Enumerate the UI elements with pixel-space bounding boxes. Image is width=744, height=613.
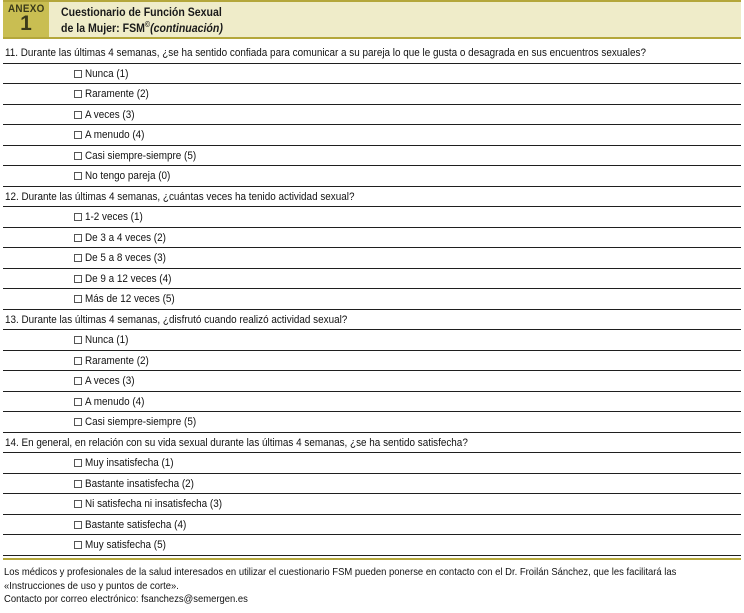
answer-option-row[interactable] bbox=[3, 248, 741, 269]
answer-checkbox[interactable] bbox=[74, 500, 82, 508]
answer-option-row[interactable] bbox=[3, 392, 741, 413]
annex-header bbox=[3, 0, 741, 39]
footer-note bbox=[4, 566, 740, 607]
footer-line-1: Los médicos y profesionales de la salud interesados en utilizar el cuestionario FSM pueden ponerse en contacto con el Dr. Froilán Sánchez, que les facilitará las bbox=[4, 566, 677, 578]
answer-checkbox[interactable] bbox=[74, 111, 82, 119]
answer-option-label: Ni satisfecha ni insatisfecha (3) bbox=[85, 498, 223, 510]
answer-option-row[interactable] bbox=[3, 453, 741, 474]
answer-option-row[interactable] bbox=[3, 494, 741, 515]
answer-option-label: De 5 a 8 veces (3) bbox=[85, 252, 166, 264]
answer-option-row[interactable] bbox=[3, 330, 741, 351]
answer-option-label: A veces (3) bbox=[85, 108, 135, 121]
answer-option-label: 1-2 veces (1) bbox=[85, 211, 143, 223]
answer-checkbox[interactable] bbox=[74, 70, 82, 78]
answer-option-label: Muy satisfecha (5) bbox=[85, 539, 166, 551]
answer-checkbox[interactable] bbox=[74, 521, 82, 529]
answer-option-label: Casi siempre-siempre (5) bbox=[85, 149, 197, 162]
answer-option-label: A menudo (4) bbox=[85, 395, 145, 408]
answer-option-row[interactable] bbox=[3, 64, 741, 85]
answer-option-row[interactable] bbox=[3, 289, 741, 310]
answer-option-row[interactable] bbox=[3, 535, 741, 556]
answer-checkbox[interactable] bbox=[74, 254, 82, 262]
questionnaire-body bbox=[3, 43, 741, 556]
annex-label: ANEXO bbox=[8, 3, 45, 15]
answer-option-row[interactable] bbox=[3, 371, 741, 392]
footer-divider bbox=[3, 558, 741, 560]
answer-option-row[interactable] bbox=[3, 228, 741, 249]
answer-checkbox[interactable] bbox=[74, 90, 82, 98]
copyright-mark: © bbox=[144, 20, 151, 29]
answer-option-label: Muy insatisfecha (1) bbox=[85, 457, 174, 469]
question-text: 11. Durante las últimas 4 semanas, ¿se ha sentido confiada para comunicar a su pareja lo que le gusta o desagrada en sus encuentros sexuales? bbox=[5, 47, 646, 59]
answer-option-label: Raramente (2) bbox=[85, 88, 149, 100]
continuation-label: (continuación) bbox=[150, 21, 223, 35]
document-subtitle bbox=[61, 20, 223, 35]
answer-option-label: Raramente (2) bbox=[85, 354, 149, 367]
answer-option-label: Casi siempre-siempre (5) bbox=[85, 416, 197, 428]
answer-option-label: Bastante insatisfecha (2) bbox=[85, 477, 194, 490]
answer-option-label: A veces (3) bbox=[85, 375, 135, 387]
question-row bbox=[3, 187, 741, 208]
answer-checkbox[interactable] bbox=[74, 152, 82, 160]
answer-option-label: Nunca (1) bbox=[85, 67, 129, 80]
answer-option-row[interactable] bbox=[3, 146, 741, 167]
answer-checkbox[interactable] bbox=[74, 295, 82, 303]
answer-option-label: De 3 a 4 veces (2) bbox=[85, 231, 166, 244]
subtitle-main: de la Mujer: FSM bbox=[61, 21, 145, 35]
answer-option-row[interactable] bbox=[3, 474, 741, 495]
answer-checkbox[interactable] bbox=[74, 336, 82, 344]
answer-checkbox[interactable] bbox=[74, 213, 82, 221]
annex-badge bbox=[3, 2, 49, 37]
answer-option-row[interactable] bbox=[3, 125, 741, 146]
answer-checkbox[interactable] bbox=[74, 377, 82, 385]
answer-checkbox[interactable] bbox=[74, 541, 82, 549]
answer-checkbox[interactable] bbox=[74, 172, 82, 180]
answer-option-row[interactable] bbox=[3, 412, 741, 433]
answer-option-label: A menudo (4) bbox=[85, 129, 145, 141]
question-row bbox=[3, 310, 741, 331]
answer-checkbox[interactable] bbox=[74, 357, 82, 365]
answer-checkbox[interactable] bbox=[74, 480, 82, 488]
answer-option-label: Nunca (1) bbox=[85, 334, 129, 346]
answer-option-row[interactable] bbox=[3, 105, 741, 126]
document-title: Cuestionario de Función Sexual bbox=[61, 5, 222, 19]
answer-option-row[interactable] bbox=[3, 84, 741, 105]
answer-option-row[interactable] bbox=[3, 166, 741, 187]
question-text: 12. Durante las últimas 4 semanas, ¿cuántas veces ha tenido actividad sexual? bbox=[5, 190, 355, 203]
answer-option-label: Más de 12 veces (5) bbox=[85, 293, 175, 305]
annex-number: 1 bbox=[20, 12, 32, 35]
answer-option-label: No tengo pareja (0) bbox=[85, 170, 171, 182]
answer-checkbox[interactable] bbox=[74, 459, 82, 467]
question-row bbox=[3, 43, 741, 64]
footer-line-2: «Instrucciones de uso y puntos de corte». bbox=[4, 579, 179, 592]
answer-checkbox[interactable] bbox=[74, 275, 82, 283]
answer-option-label: De 9 a 12 veces (4) bbox=[85, 272, 172, 285]
question-row bbox=[3, 433, 741, 454]
answer-checkbox[interactable] bbox=[74, 418, 82, 426]
answer-option-row[interactable] bbox=[3, 269, 741, 290]
answer-checkbox[interactable] bbox=[74, 131, 82, 139]
answer-option-label: Bastante satisfecha (4) bbox=[85, 518, 187, 531]
footer-contact: Contacto por correo electrónico: fsanchezs@semergen.es bbox=[4, 593, 248, 605]
question-text: 14. En general, en relación con su vida sexual durante las últimas 4 semanas, ¿se ha sentido satisfecha? bbox=[5, 436, 468, 449]
answer-checkbox[interactable] bbox=[74, 398, 82, 406]
question-text: 13. Durante las últimas 4 semanas, ¿disfrutó cuando realizó actividad sexual? bbox=[5, 313, 348, 326]
answer-option-row[interactable] bbox=[3, 515, 741, 536]
answer-option-row[interactable] bbox=[3, 351, 741, 372]
answer-option-row[interactable] bbox=[3, 207, 741, 228]
answer-checkbox[interactable] bbox=[74, 234, 82, 242]
